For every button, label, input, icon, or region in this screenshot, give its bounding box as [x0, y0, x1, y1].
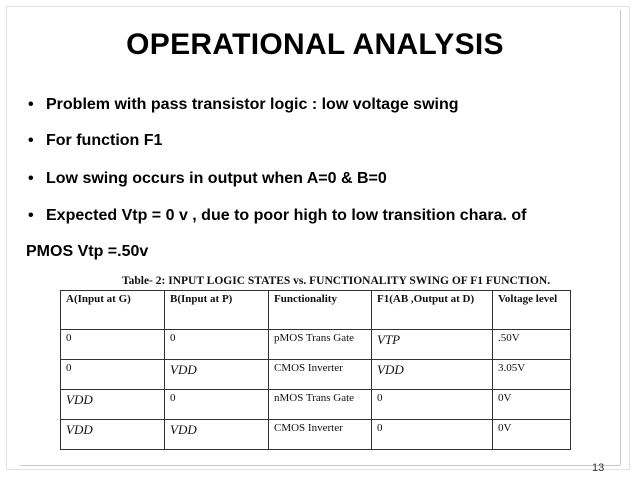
slide-edge-bottom	[20, 465, 620, 466]
table-row	[61, 330, 571, 360]
cell-voltage: .50V	[493, 330, 571, 360]
cell-functionality: pMOS Trans Gate	[269, 330, 372, 360]
cell-voltage: 3.05V	[493, 360, 571, 390]
cell-a: 0	[61, 330, 165, 360]
slide-title: OPERATIONAL ANALYSIS	[126, 28, 504, 61]
table-header-row	[61, 291, 571, 330]
cell-output: 0	[372, 390, 493, 420]
header-f1-output: F1(AB ,Output at D)	[372, 291, 493, 330]
cell-a: 0	[61, 360, 165, 390]
cell-voltage: 0V	[493, 420, 571, 450]
table-caption: Table- 2: INPUT LOGIC STATES vs. FUNCTIONALITY SWING OF F1 FUNCTION.	[122, 275, 551, 287]
cell-b: 0	[165, 330, 269, 360]
bullet-dot: •	[28, 170, 34, 187]
bullet-dot: •	[28, 132, 34, 149]
bullet-dot: •	[28, 207, 34, 224]
bullet-item	[28, 132, 162, 150]
cell-a: VDD	[61, 420, 165, 450]
table-row	[61, 420, 571, 450]
cell-voltage: 0V	[493, 390, 571, 420]
cell-b: VDD	[165, 420, 269, 450]
header-a: A(Input at G)	[61, 291, 165, 330]
table-row	[61, 360, 571, 390]
bullet-text: Low swing occurs in output when A=0 & B=0	[46, 170, 387, 187]
cell-output: 0	[372, 420, 493, 450]
logic-states-table	[60, 290, 571, 450]
cell-output: VTP	[372, 330, 493, 360]
slide-edge-right	[620, 10, 621, 465]
table-row	[61, 390, 571, 420]
header-b: B(Input at P)	[165, 291, 269, 330]
bullet-continuation: PMOS Vtp =.50v	[26, 243, 149, 260]
cell-b: 0	[165, 390, 269, 420]
bullet-item	[28, 207, 527, 225]
cell-b: VDD	[165, 360, 269, 390]
bullet-item	[28, 96, 459, 114]
bullet-text: Problem with pass transistor logic : low voltage swing	[46, 96, 459, 113]
cell-functionality: nMOS Trans Gate	[269, 390, 372, 420]
header-voltage-level: Voltage level	[493, 291, 571, 330]
cell-functionality: CMOS Inverter	[269, 360, 372, 390]
cell-output: VDD	[372, 360, 493, 390]
cell-a: VDD	[61, 390, 165, 420]
bullet-dot: •	[28, 96, 34, 113]
bullet-item	[28, 170, 387, 188]
page-number: 13	[592, 462, 605, 474]
cell-functionality: CMOS Inverter	[269, 420, 372, 450]
bullet-text: Expected Vtp = 0 v , due to poor high to low transition chara. of	[46, 207, 527, 224]
bullet-text: For function F1	[46, 132, 163, 149]
header-functionality: Functionality	[269, 291, 372, 330]
